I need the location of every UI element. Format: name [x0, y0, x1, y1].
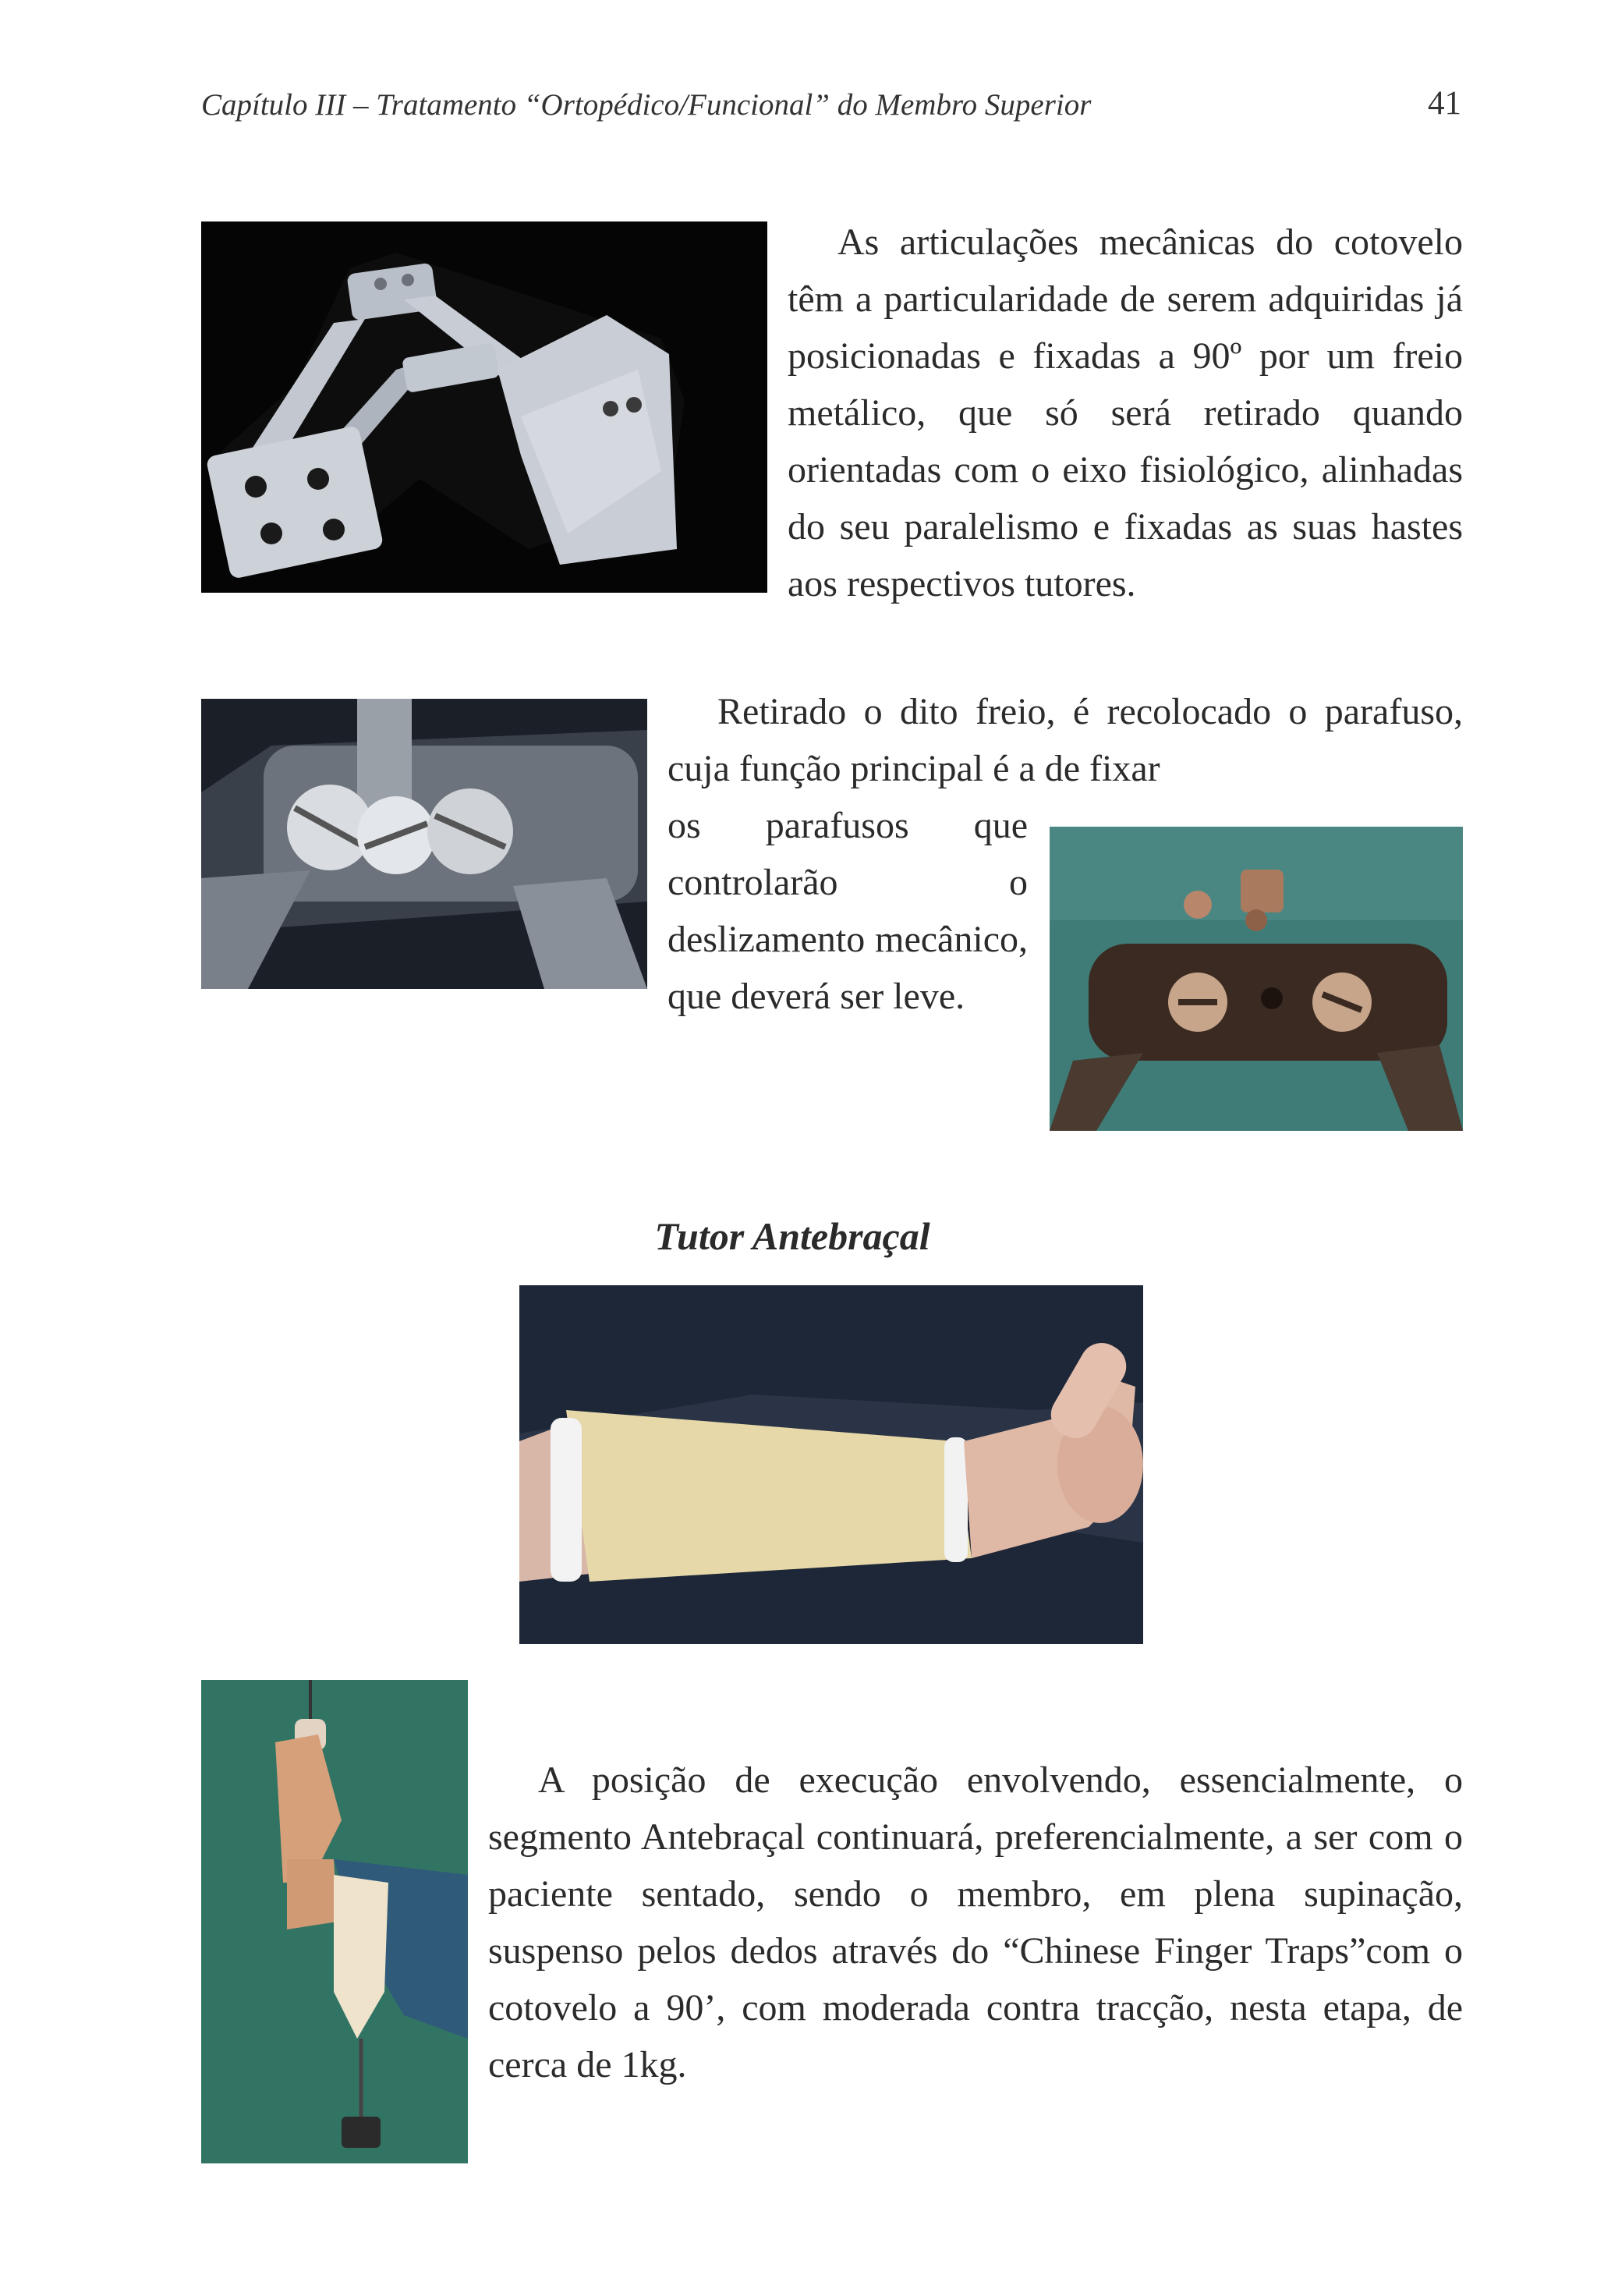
section-heading-text: Tutor Antebraçal	[654, 1214, 930, 1258]
forearm-cast-photo	[519, 1285, 1143, 1644]
paragraph-brake-removal-text-b: os parafusos que controlarão o deslizamento mecânico, que deverá ser leve.	[667, 805, 1028, 1017]
running-header: Capítulo III – Tratamento “Ortopédico/Funcional” do Membro Superior	[201, 88, 1092, 122]
screw-closeup-photo	[201, 699, 647, 989]
section-heading	[0, 1214, 1597, 1259]
paragraph-brake-removal-text-a: Retirado o dito freio, é recolocado o parafuso, cuja função principal é a de fixar	[667, 691, 1463, 789]
page-number: 41	[1428, 85, 1461, 122]
suspended-arm-photo	[201, 1680, 468, 2163]
paragraph-brake-removal	[667, 683, 1463, 797]
paragraph-articulations-text: As articulações mecânicas do cotovelo têm a particularidade de serem adquiridas já posicionadas e fixadas a 90º por um freio metálico, que só será retirado quando orientadas com o eixo fisiológico, alinhadas do seu paralelismo e fixadas as suas hastes aos respectivos tutores.	[788, 221, 1463, 604]
paragraph-execution-position-text: A posição de execução envolvendo, essencialmente, o segmento Antebraçal continuará, preferencialmente, a ser com o paciente sentado, sendo o membro, em plena supinação, suspenso pelos dedos através do “Chinese Finger Traps”com o cotovelo a 90’, com moderada contra tracção, nesta etapa, de cerca de 1kg.	[488, 1759, 1463, 2085]
paragraph-execution-position	[488, 1752, 1463, 2093]
paragraph-brake-removal-cont	[667, 797, 1028, 1025]
paragraph-articulations	[788, 214, 1463, 612]
elbow-hinge-brace-photo	[201, 221, 767, 593]
hinge-with-brake-photo	[1050, 827, 1463, 1131]
